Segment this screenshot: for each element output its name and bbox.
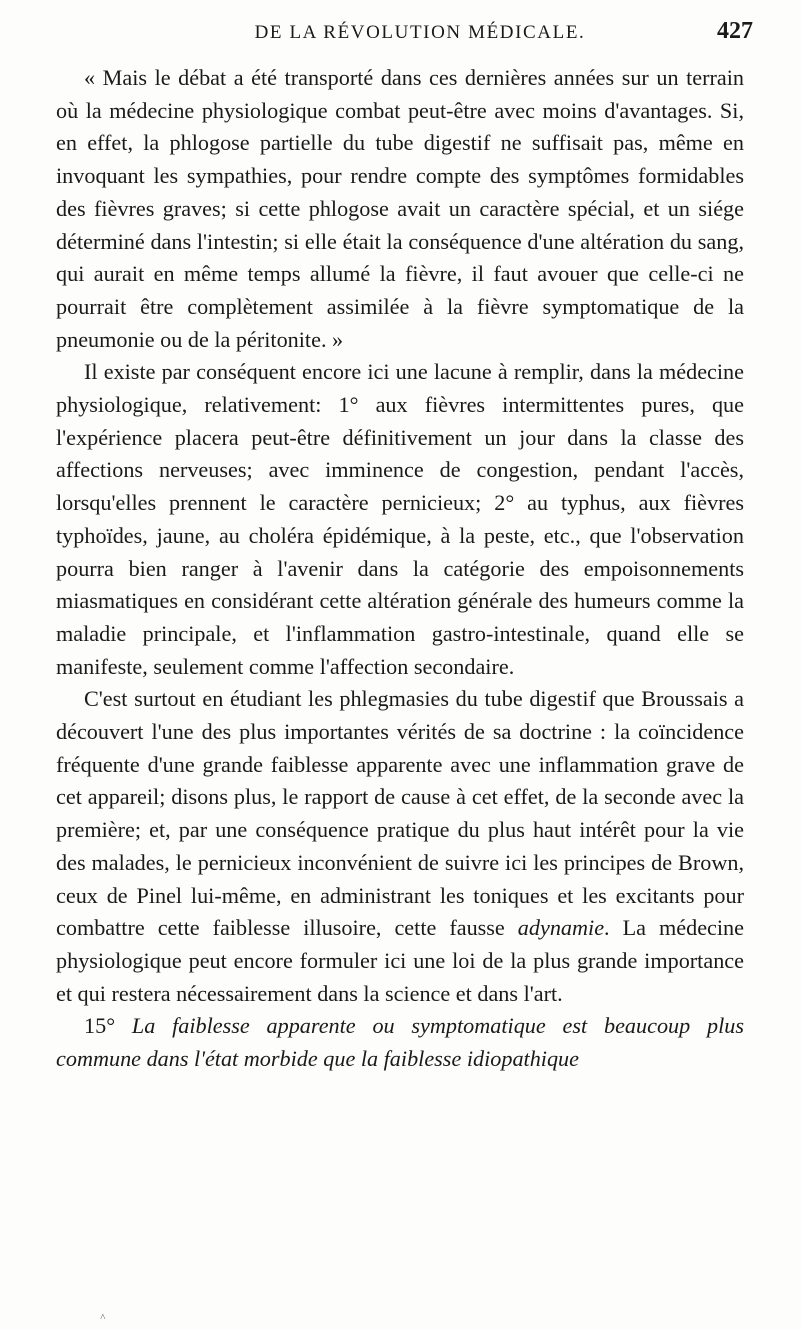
section-heading-text: La faiblesse apparente ou symptomatique est beaucoup plus commune dans l'état morbide que la faiblesse idiopathique — [56, 1013, 745, 1072]
emphasis-adynamie: adynamie — [517, 915, 605, 941]
paragraph-quote: « Mais le débat a été transporté dans ces dernières années sur un terrain où la médecine physiologique combat peut-être avec moins d'avantages. Si, en effet, la phlogose partielle du tube digestif ne suffisait pas, même en invoquant les sympathies, pour rendre compte des symptômes formidables des fièvres graves; si cette phlogose avait un caractère spécial, et un siége déterminé dans l'intestin; si elle était la conséquence d'une altération du sang, qui aurait en même temps allumé la fièvre, il faut avouer que celle-ci ne pourrait être complètement assimilée à la fièvre symptomatique de la pneumonie ou de la péritonite. » — [56, 65, 744, 352]
paragraph-lacune: Il existe par conséquent encore ici une lacune à remplir, dans la médecine physiologique, relativement: 1° aux fièvres intermittentes pures, que l'expérience placera peut-être définitivement un jour dans la classe des affections nerveuses; avec imminence de congestion, pendant l'accès, lorsqu'elles prennent le caractère pernicieux; 2° au typhus, aux fièvres typhoïdes, jaune, au choléra épidémique, à la peste, etc., que l'observation pourra bien ranger à l'avenir dans la catégorie des empoisonnements miasmatiques en considérant cette altération générale des humeurs comme la maladie principale, et l'inflammation gastro-intestinale, quand elle se manifeste, seulement comme l'affection secondaire. — [56, 359, 744, 679]
paragraph-broussais-text: C'est surtout en étudiant les phlegmasies du tube digestif que Broussais a découvert l'une des plus importantes vérités de sa doctrine : la coïncidence fréquente d'une grande faiblesse apparente avec une inflammation grave de cet appareil; disons plus, le rapport de cause à cet effet, de la seconde avec la première; et, par une conséquence pratique du plus haut intérêt pour la vie des malades, le pernicieux inconvénient de suivre ici les principes de Brown, ceux de Pinel lui-même, en administrant les toniques et les excitants pour combattre cette faiblesse illusoire, cette fausse — [56, 686, 744, 941]
running-head — [0, 18, 801, 52]
section-number: 15° — [84, 1013, 116, 1039]
running-title: DE LA RÉVOLUTION MÉDICALE. — [254, 22, 586, 43]
paragraph-broussais-end: . La médecine physiologique peut encore formuler ici une loi de la plus grande importance et qui restera nécessairement dans la science et dans l'art. — [56, 915, 744, 1006]
section-heading-15 — [56, 1010, 744, 1075]
print-mark: ˄ — [100, 1312, 106, 1323]
paragraph-broussais — [56, 683, 744, 1010]
page-number: 427 — [717, 18, 753, 44]
body-text — [56, 62, 744, 1076]
